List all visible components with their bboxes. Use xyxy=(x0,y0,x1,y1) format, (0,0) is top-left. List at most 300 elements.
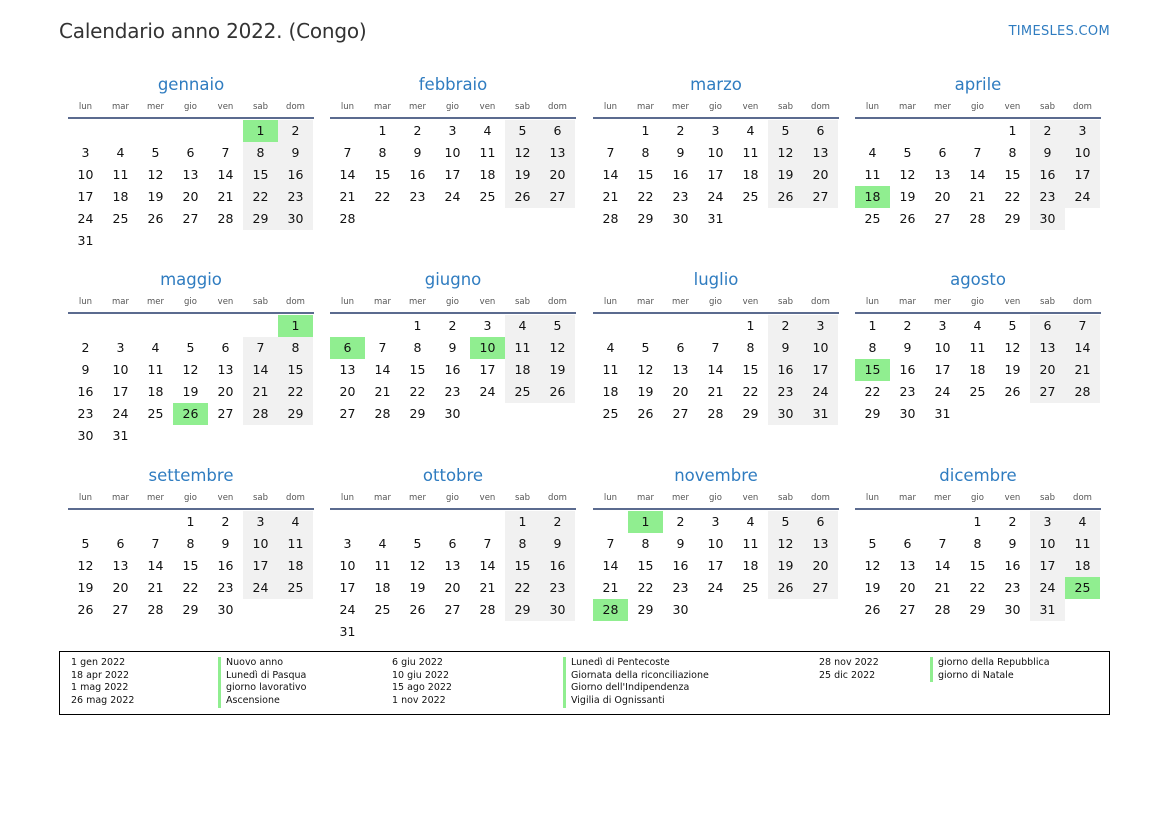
legend-holiday-name: Ascensione xyxy=(218,695,307,708)
day-cell: 28 xyxy=(934,602,951,617)
empty-cell xyxy=(733,208,768,230)
legend-date: 28 nov 2022 xyxy=(819,657,879,668)
day-cell: 8 xyxy=(378,145,387,160)
day-cell: 12 xyxy=(768,142,803,164)
header-rule xyxy=(593,312,839,314)
week-row xyxy=(593,208,839,230)
week-row xyxy=(330,120,576,142)
day-cell: 5 xyxy=(641,340,650,355)
empty-cell xyxy=(1065,599,1100,621)
legend-names-col-3 xyxy=(930,657,1050,682)
day-cell: 11 xyxy=(864,167,881,182)
empty-cell xyxy=(138,120,173,142)
day-cell: 21 xyxy=(243,381,278,403)
weekday-label: sab xyxy=(252,493,269,503)
week-row xyxy=(330,599,576,621)
day-cell: 9 xyxy=(221,536,230,551)
week-row xyxy=(330,533,576,555)
weekday-label: gio xyxy=(184,493,197,503)
weekday-label: lun xyxy=(603,493,618,503)
weekday-label: lun xyxy=(865,297,880,307)
day-cell: 4 xyxy=(278,511,313,533)
day-cell: 22 xyxy=(374,189,391,204)
empty-cell xyxy=(68,120,103,142)
week-row xyxy=(68,555,314,577)
day-cell: 22 xyxy=(182,580,199,595)
day-cell: 15 xyxy=(182,558,199,573)
week-row xyxy=(593,403,839,425)
holiday-legend xyxy=(59,651,1110,715)
legend-date: 25 dic 2022 xyxy=(819,669,876,681)
week-row xyxy=(330,381,576,403)
empty-cell xyxy=(243,230,278,252)
day-cell: 27 xyxy=(934,211,951,226)
weekday-label: mar xyxy=(112,102,129,112)
day-cell: 14 xyxy=(374,362,391,377)
day-cell: 25 xyxy=(742,580,759,595)
legend-holiday-name: giorno di Natale xyxy=(930,670,1050,683)
legend-date: 1 nov 2022 xyxy=(392,695,446,707)
week-row xyxy=(855,337,1101,359)
weekday-label: mer xyxy=(671,102,689,112)
empty-cell xyxy=(278,599,313,621)
empty-cell xyxy=(960,403,995,425)
month-name: luglio xyxy=(693,270,739,289)
empty-cell xyxy=(855,120,890,142)
week-row xyxy=(330,208,576,230)
header-rule xyxy=(68,312,314,314)
day-cell: 6 xyxy=(448,536,457,551)
day-cell: 10 xyxy=(339,558,356,573)
day-cell: 28 xyxy=(217,211,234,226)
empty-cell xyxy=(243,315,278,337)
day-cell: 4 xyxy=(868,145,877,160)
day-cell: 5 xyxy=(81,536,90,551)
day-cell: 5 xyxy=(540,315,575,337)
day-cell: 2 xyxy=(903,318,912,333)
weekday-header xyxy=(330,100,576,114)
weekday-header xyxy=(68,100,314,114)
month-agosto xyxy=(855,269,1101,425)
weekday-label: dom xyxy=(1073,493,1092,503)
week-row xyxy=(68,315,314,337)
day-cell: 5 xyxy=(903,145,912,160)
day-cell: 27 xyxy=(540,186,575,208)
month-febbraio xyxy=(330,74,576,230)
day-cell: 16 xyxy=(444,362,461,377)
empty-cell xyxy=(925,511,960,533)
day-cell: 9 xyxy=(903,340,912,355)
empty-cell xyxy=(855,511,890,533)
empty-cell xyxy=(803,599,838,621)
day-cell: 22 xyxy=(243,186,278,208)
day-cell: 7 xyxy=(483,536,492,551)
day-cell: 1 xyxy=(378,123,387,138)
day-cell: 27 xyxy=(339,406,356,421)
day-cell: 16 xyxy=(217,558,234,573)
week-row xyxy=(593,186,839,208)
week-row xyxy=(68,425,314,447)
day-cell: 15 xyxy=(505,555,540,577)
empty-cell xyxy=(470,208,505,230)
day-cell: 4 xyxy=(746,123,755,138)
weekday-header xyxy=(855,100,1101,114)
week-row xyxy=(330,359,576,381)
legend-dates-col-3 xyxy=(819,657,879,682)
day-cell: 25 xyxy=(969,384,986,399)
day-cell: 14 xyxy=(1065,337,1100,359)
weekday-label: lun xyxy=(78,297,93,307)
empty-cell xyxy=(208,425,243,447)
legend-holiday-name: Lunedì di Pentecoste xyxy=(563,657,709,670)
legend-holiday-name: Nuovo anno xyxy=(218,657,307,670)
weekday-label: lun xyxy=(78,102,93,112)
day-cell: 23 xyxy=(540,577,575,599)
day-cell: 27 xyxy=(899,602,916,617)
empty-cell xyxy=(890,120,925,142)
day-cell: 5 xyxy=(1008,318,1017,333)
day-cell: 29 xyxy=(742,406,759,421)
day-cell: 4 xyxy=(378,536,387,551)
weekday-label: ven xyxy=(742,102,759,112)
day-cell: 24 xyxy=(479,384,496,399)
day-cell: 31 xyxy=(339,624,356,639)
day-cell: 29 xyxy=(505,599,540,621)
day-cell: 28 xyxy=(147,602,164,617)
day-cell: 26 xyxy=(147,211,164,226)
day-cell: 17 xyxy=(339,580,356,595)
day-cell: 25 xyxy=(374,602,391,617)
day-cell: 30 xyxy=(77,428,94,443)
weekday-label: sab xyxy=(1039,297,1056,307)
day-cell: 29 xyxy=(243,208,278,230)
day-cell: 25 xyxy=(112,211,129,226)
day-cell: 21 xyxy=(602,580,619,595)
day-cell: 25 xyxy=(505,381,540,403)
day-cell: 24 xyxy=(444,189,461,204)
week-row xyxy=(68,533,314,555)
header-rule xyxy=(855,117,1101,119)
day-cell: 15 xyxy=(243,164,278,186)
weekday-header xyxy=(68,295,314,309)
day-cell: 20 xyxy=(112,580,129,595)
day-cell: 8 xyxy=(641,145,650,160)
day-cell: 1 xyxy=(973,514,982,529)
day-cell: 9 xyxy=(676,145,685,160)
empty-cell xyxy=(540,403,575,425)
day-cell: 26 xyxy=(77,602,94,617)
empty-cell xyxy=(663,315,698,337)
day-cell: 23 xyxy=(672,580,689,595)
empty-cell xyxy=(698,599,733,621)
weekday-label: dom xyxy=(1073,102,1092,112)
week-row xyxy=(593,511,839,533)
day-cell: 3 xyxy=(1065,120,1100,142)
day-cell: 3 xyxy=(448,123,457,138)
day-cell: 13 xyxy=(899,558,916,573)
day-cell: 7 xyxy=(711,340,720,355)
day-cell: 21 xyxy=(602,189,619,204)
weekday-header xyxy=(593,295,839,309)
day-cell: 28 xyxy=(374,406,391,421)
day-cell: 19 xyxy=(147,189,164,204)
weekday-label: mar xyxy=(374,297,391,307)
day-cell: 11 xyxy=(742,145,759,160)
day-cell: 27 xyxy=(112,602,129,617)
day-cell: 31 xyxy=(77,233,94,248)
day-cell: 3 xyxy=(483,318,492,333)
day-cell: 27 xyxy=(803,186,838,208)
day-cell: 15 xyxy=(742,362,759,377)
week-row xyxy=(68,359,314,381)
day-cell: 17 xyxy=(243,555,278,577)
empty-cell xyxy=(243,599,278,621)
day-cell: 14 xyxy=(934,558,951,573)
empty-cell xyxy=(138,511,173,533)
day-cell: 13 xyxy=(444,558,461,573)
weekday-label: gio xyxy=(446,297,459,307)
day-cell: 29 xyxy=(637,602,654,617)
day-cell: 17 xyxy=(479,362,496,377)
week-row xyxy=(330,142,576,164)
day-cell: 24 xyxy=(1065,186,1100,208)
day-cell: 21 xyxy=(374,384,391,399)
week-row xyxy=(68,599,314,621)
day-cell: 25 xyxy=(278,577,313,599)
weekday-label: dom xyxy=(286,102,305,112)
week-row xyxy=(593,599,839,621)
weekday-label: lun xyxy=(78,493,93,503)
day-cell: 28 xyxy=(479,602,496,617)
day-cell: 17 xyxy=(77,189,94,204)
week-row xyxy=(855,555,1101,577)
day-cell: 24 xyxy=(112,406,129,421)
weekday-label: mer xyxy=(408,102,426,112)
day-cell: 3 xyxy=(938,318,947,333)
weekday-label: mer xyxy=(408,297,426,307)
day-cell: 15 xyxy=(374,167,391,182)
day-cell: 19 xyxy=(768,164,803,186)
weekday-header xyxy=(593,100,839,114)
empty-cell xyxy=(278,230,313,252)
week-row xyxy=(855,208,1101,230)
weekday-label: gio xyxy=(709,297,722,307)
empty-cell xyxy=(330,120,365,142)
day-cell: 6 xyxy=(803,120,838,142)
day-cell: 23 xyxy=(77,406,94,421)
empty-cell xyxy=(138,230,173,252)
day-cell: 30 xyxy=(1030,208,1065,230)
month-marzo xyxy=(593,74,839,230)
weekday-label: gio xyxy=(446,102,459,112)
empty-cell xyxy=(68,315,103,337)
weekday-label: mar xyxy=(637,297,654,307)
day-cell: 18 xyxy=(602,384,619,399)
day-cell: 7 xyxy=(221,145,230,160)
day-cell: 9 xyxy=(448,340,457,355)
day-cell: 31 xyxy=(707,211,724,226)
day-cell: 25 xyxy=(1065,577,1100,599)
empty-cell xyxy=(173,315,208,337)
weekday-label: gio xyxy=(971,297,984,307)
day-cell: 19 xyxy=(899,189,916,204)
week-row xyxy=(330,315,576,337)
day-cell: 21 xyxy=(339,189,356,204)
day-cell: 30 xyxy=(672,211,689,226)
day-cell: 10 xyxy=(707,145,724,160)
day-cell: 22 xyxy=(505,577,540,599)
day-cell: 2 xyxy=(540,511,575,533)
week-row xyxy=(855,186,1101,208)
legend-holiday-name: Lunedì di Pasqua xyxy=(218,670,307,683)
week-row xyxy=(593,120,839,142)
day-cell: 9 xyxy=(768,337,803,359)
day-cell: 4 xyxy=(1065,511,1100,533)
day-cell: 13 xyxy=(934,167,951,182)
day-cell: 12 xyxy=(899,167,916,182)
empty-cell xyxy=(243,425,278,447)
weekday-header xyxy=(330,295,576,309)
week-row xyxy=(68,403,314,425)
day-cell: 13 xyxy=(1030,337,1065,359)
day-cell: 7 xyxy=(606,536,615,551)
weekday-label: sab xyxy=(777,102,794,112)
weekday-label: sab xyxy=(252,102,269,112)
weekday-label: ven xyxy=(742,493,759,503)
empty-cell xyxy=(698,315,733,337)
day-cell: 8 xyxy=(278,337,313,359)
day-cell: 21 xyxy=(147,580,164,595)
day-cell: 15 xyxy=(1004,167,1021,182)
empty-cell xyxy=(400,511,435,533)
week-row xyxy=(593,337,839,359)
day-cell: 28 xyxy=(593,599,628,621)
day-cell: 7 xyxy=(938,536,947,551)
day-cell: 10 xyxy=(243,533,278,555)
brand-link[interactable]: TIMESLES.COM xyxy=(1008,24,1110,39)
empty-cell xyxy=(173,120,208,142)
weekday-label: mer xyxy=(671,493,689,503)
empty-cell xyxy=(173,230,208,252)
week-row xyxy=(855,120,1101,142)
day-cell: 18 xyxy=(742,558,759,573)
day-cell: 17 xyxy=(934,362,951,377)
day-cell: 8 xyxy=(413,340,422,355)
day-cell: 5 xyxy=(186,340,195,355)
day-cell: 11 xyxy=(479,145,496,160)
week-row xyxy=(68,208,314,230)
day-cell: 24 xyxy=(707,189,724,204)
day-cell: 31 xyxy=(803,403,838,425)
month-name: aprile xyxy=(954,75,1002,94)
day-cell: 22 xyxy=(969,580,986,595)
day-cell: 18 xyxy=(855,186,890,208)
week-row xyxy=(593,164,839,186)
day-cell: 18 xyxy=(147,384,164,399)
day-cell: 11 xyxy=(278,533,313,555)
weekday-label: mar xyxy=(637,493,654,503)
day-cell: 7 xyxy=(243,337,278,359)
weekday-label: dom xyxy=(548,102,567,112)
week-row xyxy=(330,186,576,208)
page-title: Calendario anno 2022. (Congo) xyxy=(59,19,367,43)
day-cell: 21 xyxy=(969,189,986,204)
legend-date: 26 mag 2022 xyxy=(71,695,135,707)
weekday-label: ven xyxy=(479,102,496,112)
day-cell: 28 xyxy=(339,211,356,226)
day-cell: 20 xyxy=(339,384,356,399)
day-cell: 20 xyxy=(672,384,689,399)
day-cell: 14 xyxy=(602,167,619,182)
day-cell: 23 xyxy=(409,189,426,204)
day-cell: 29 xyxy=(1004,211,1021,226)
day-cell: 26 xyxy=(637,406,654,421)
weekday-label: lun xyxy=(340,102,355,112)
day-cell: 26 xyxy=(768,186,803,208)
day-cell: 4 xyxy=(746,514,755,529)
day-cell: 21 xyxy=(707,384,724,399)
day-cell: 19 xyxy=(768,555,803,577)
day-cell: 13 xyxy=(339,362,356,377)
empty-cell xyxy=(1030,403,1065,425)
day-cell: 20 xyxy=(217,384,234,399)
day-cell: 4 xyxy=(973,318,982,333)
week-row xyxy=(330,577,576,599)
day-cell: 30 xyxy=(768,403,803,425)
week-row xyxy=(855,511,1101,533)
weekday-label: lun xyxy=(865,493,880,503)
day-cell: 6 xyxy=(1030,315,1065,337)
weekday-label: ven xyxy=(1004,493,1021,503)
week-row xyxy=(330,403,576,425)
week-row xyxy=(68,230,314,252)
day-cell: 6 xyxy=(903,536,912,551)
weekday-header xyxy=(855,491,1101,505)
day-cell: 23 xyxy=(768,381,803,403)
week-row xyxy=(855,164,1101,186)
weekday-label: lun xyxy=(340,493,355,503)
header-rule xyxy=(68,117,314,119)
weekday-header xyxy=(330,491,576,505)
day-cell: 14 xyxy=(217,167,234,182)
day-cell: 17 xyxy=(112,384,129,399)
day-cell: 18 xyxy=(969,362,986,377)
day-cell: 3 xyxy=(343,536,352,551)
weekday-label: mar xyxy=(112,297,129,307)
legend-names-col-2 xyxy=(563,657,709,708)
day-cell: 27 xyxy=(672,406,689,421)
day-cell: 29 xyxy=(409,406,426,421)
empty-cell xyxy=(208,120,243,142)
empty-cell xyxy=(435,511,470,533)
day-cell: 24 xyxy=(803,381,838,403)
day-cell: 20 xyxy=(182,189,199,204)
month-name: agosto xyxy=(950,270,1006,289)
empty-cell xyxy=(995,403,1030,425)
weekday-label: mar xyxy=(899,493,916,503)
day-cell: 10 xyxy=(707,536,724,551)
day-cell: 12 xyxy=(1004,340,1021,355)
day-cell: 30 xyxy=(672,602,689,617)
day-cell: 11 xyxy=(112,167,129,182)
weekday-label: gio xyxy=(709,102,722,112)
day-cell: 11 xyxy=(602,362,619,377)
day-cell: 12 xyxy=(77,558,94,573)
day-cell: 18 xyxy=(505,359,540,381)
week-row xyxy=(68,381,314,403)
day-cell: 17 xyxy=(1030,555,1065,577)
day-cell: 19 xyxy=(505,164,540,186)
